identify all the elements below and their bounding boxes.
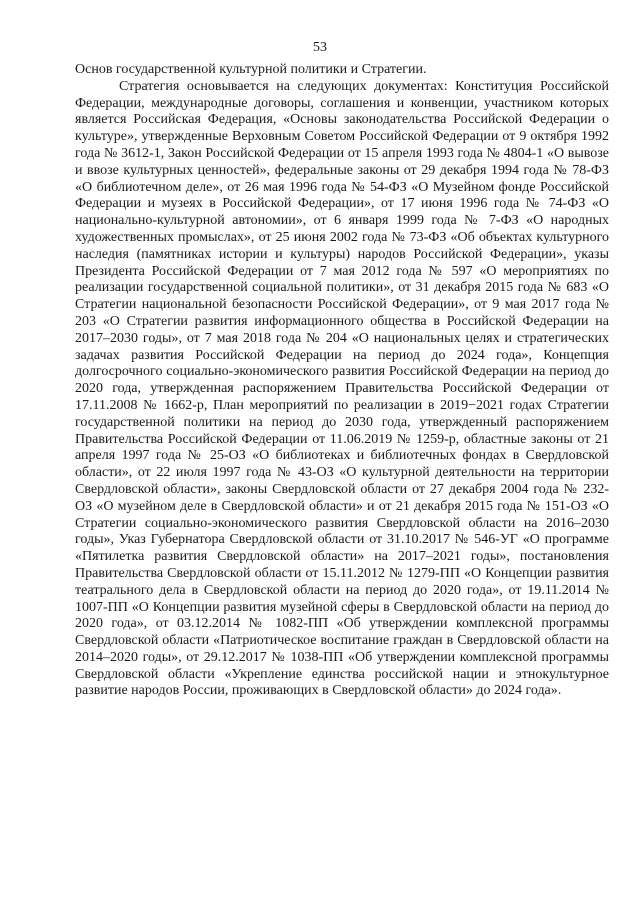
strategy-basis-paragraph: Стратегия основывается на следующих документах: Конституция Российской Федерации, международные договоры, соглашения и конвенции, участником которых является Российская Федерация, «Основы законодательства Российской Федерации о культуре», утвержденные Верховным Советом Российской Федерации от 9 октября 1992 года № 3612-1, Закон Российской Федерации от 15 апреля 1993 года № 4804-1 «О вывозе и ввозе культурных ценностей», федеральные законы от 29 декабря 1994 года № 78-ФЗ «О библиотечном деле», от 26 мая 1996 года № 54-ФЗ «О Музейном фонде Российской Федерации и музеях в Российской Федерации», от 17 июня 1996 года № 74-ФЗ «О национально-культурной автономии», от 6 января 1999 года № 7-ФЗ «О народных художественных промыслах», от 25 июня 2002 года № 73-ФЗ «Об объектах культурного наследия (памятниках истории и культуры) народов Российской Федерации», указы Президента Российской Федерации от 7 мая 2012 года № 597 «О мероприятиях по реализации государственной социальной политики», от 31 декабря 2015 года № 683 «О Стратегии национальной безопасности Российской Федерации», от 9 мая 2017 года № 203 «О Стратегии развития информационного общества в Российской Федерации на 2017–2030 годы», от 7 мая 2018 года № 204 «О национальных целях и стратегических задачах развития Российской Федерации на период до 2024 года», Концепция долгосрочного социально-экономического развития Российской Федерации на период до 2020 года, утвержденная распоряжением Правительства Российской Федерации от 17.11.2008 № 1662-р, План мероприятий по реализации в 2019−2021 годах Стратегии государственной политики на период до 2030 года, утвержденный распоряжением Правительства Российской Федерации от 11.06.2019 № 1259-р, областные законы от 21 апреля 1997 года № 25-ОЗ «О библиотеках и библиотечных фондах в Свердловской области», от 22 июля 1997 года № 43-ОЗ «О культурной деятельности на территории Свердловской области», законы Свердловской области от 27 декабря 2004 года № 232-ОЗ «О музейном деле в Свердловской области» и от 21 декабря 2015 года № 151-ОЗ «О Стратегии социально-экономического развития Свердловской области на 2016–2030 годы», Указ Губернатора Свердловской области от 31.10.2017 № 546-УГ «О программе «Пятилетка развития Свердловской области» на 2017–2021 годы», постановления Правительства Свердловской области от 15.11.2012 № 1279-ПП «О Концепции развития театрального дела в Свердловской области на период до 2020 года», от 19.11.2014 № 1007-ПП «О Концепции развития музейной сферы в Свердловской области на период до 2020 года», от 03.12.2014 № 1082-ПП «Об утверждении комплексной программы Свердловской области «Патриотическое воспитание граждан в Свердловской области на 2014–2020 годы», от 29.12.2017 № 1038-ПП «Об утверждении комплексной программы Свердловской области «Укрепление единства российской нации и этнокультурное развитие народов России, проживающих в Свердловской области» до 2024 года». bbox=[75, 78, 609, 699]
lead-line: Основ государственной культурной политики и Стратегии. bbox=[75, 62, 427, 77]
document-body bbox=[75, 62, 609, 700]
page-number: 53 bbox=[313, 40, 327, 55]
